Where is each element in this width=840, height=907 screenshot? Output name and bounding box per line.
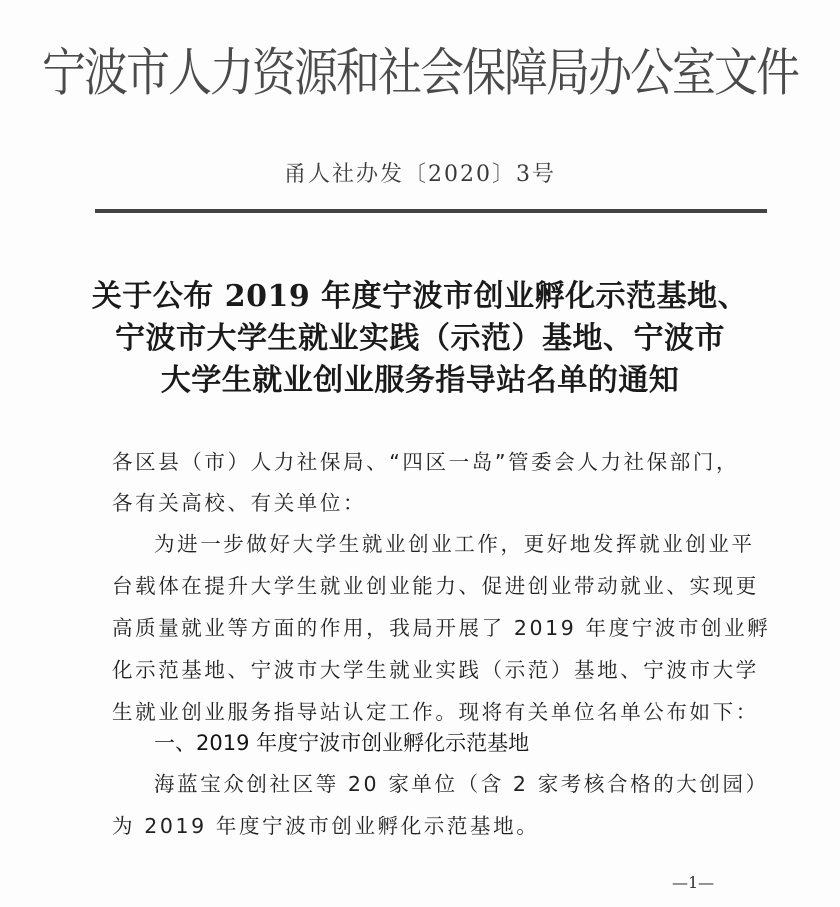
notice-title-line: 宁波市大学生就业实践（示范）基地、宁波市: [115, 321, 725, 356]
paragraph-line: 高质量就业等方面的作用，我局开展了 2019 年度宁波市创业孵: [112, 616, 771, 640]
salutation-line: 各有关高校、有关单位：: [112, 491, 367, 515]
paragraph-line: 海蓝宝众创社区等 20 家单位（含 2 家考核合格的大创园）: [154, 772, 769, 796]
issuer-title: 宁波市人力资源和社会保障局办公室文件: [42, 43, 798, 104]
notice-title-line: 大学生就业创业服务指导站名单的通知: [160, 363, 680, 398]
paragraph-line: 台载体在提升大学生就业创业能力、促进创业带动就业、实现更: [112, 574, 759, 598]
paragraph-line: 为进一步做好大学生就业创业工作，更好地发挥就业创业平: [154, 532, 755, 556]
salutation-line: 各区县（市）人力社保局、“四区一岛”管委会人力社保部门，: [112, 450, 740, 474]
notice-title: [0, 276, 840, 402]
section-heading: 一、2019 年度宁波市创业孵化示范基地: [154, 731, 530, 755]
section-paragraph: [112, 770, 769, 840]
paragraph-line: 生就业创业服务指导站认定工作。现将有关单位名单公布如下：: [112, 700, 759, 724]
page-number: —1—: [672, 873, 715, 892]
notice-title-line: 关于公布 2019 年度宁波市创业孵化示范基地、: [91, 279, 749, 314]
paragraph-line: 化示范基地、宁波市大学生就业实践（示范）基地、宁波市大学: [112, 658, 759, 682]
document-number: 甬人社办发〔2020〕3号: [284, 162, 556, 187]
intro-paragraph: [112, 530, 771, 726]
paragraph-line: 为 2019 年度宁波市创业孵化示范基地。: [112, 814, 540, 838]
salutation: [112, 448, 752, 517]
header-divider: [95, 209, 767, 213]
